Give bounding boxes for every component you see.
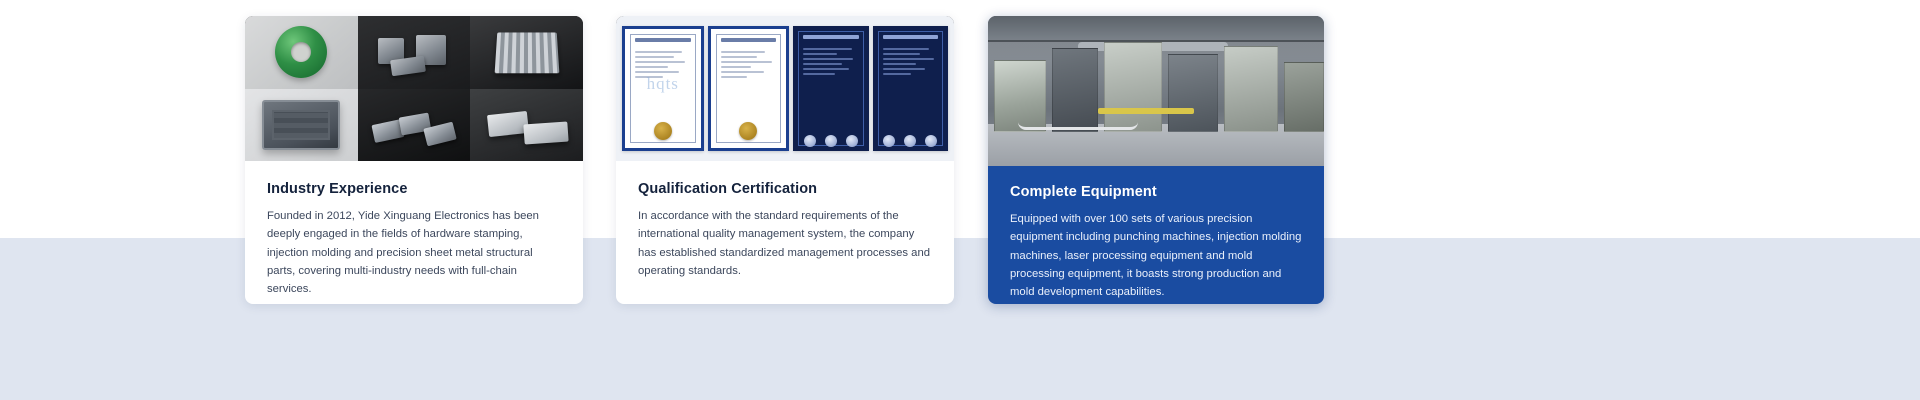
card-title: Complete Equipment (1010, 184, 1157, 200)
toroid-core-icon (275, 26, 327, 78)
product-photo-grid (245, 16, 583, 161)
card-complete-equipment[interactable] (988, 16, 1324, 304)
product-photo-plates (470, 89, 583, 162)
card-description: In accordance with the standard requirements of the international quality management system, the company has established standardized management processes and operating standards. (638, 210, 931, 277)
certificate-watermark: hqts (646, 74, 679, 94)
card-description: Founded in 2012, Yide Xinguang Electronics has been deeply engaged in the fields of hardware stamping, injection molding and precision sheet metal structural parts, covering multi-industry needs with full-chain services. (267, 210, 539, 296)
card-industry-experience[interactable] (245, 16, 583, 304)
certificate-images (616, 16, 954, 161)
enclosure-icon (262, 100, 340, 150)
certificate-image (793, 26, 869, 151)
machine-icon (1168, 54, 1218, 132)
product-photo-enclosure (245, 89, 358, 162)
certificate-image (873, 26, 949, 151)
sheet-metal-plate-icon (524, 122, 569, 145)
certificate-image (622, 26, 704, 151)
product-photo-connectors (358, 89, 471, 162)
product-photo-heatsink (470, 16, 583, 89)
product-photo-metal-parts (358, 16, 471, 89)
machine-icon (1224, 46, 1278, 132)
card-title: Qualification Certification (638, 181, 818, 197)
metal-part-icon (391, 56, 427, 77)
card-title: Industry Experience (267, 181, 408, 197)
certificate-seal-icon (739, 122, 757, 140)
certificate-image (708, 26, 790, 151)
certificate-seal-icon (654, 122, 672, 140)
hose-icon (1018, 122, 1138, 130)
product-photo-toroid (245, 16, 358, 89)
factory-workshop-photo (988, 16, 1324, 166)
machine-icon (1052, 48, 1098, 132)
overhead-structure (988, 16, 1324, 42)
machine-icon (1284, 62, 1324, 132)
card-description: Equipped with over 100 sets of various precision equipment including punching machines, injection molding machines, laser processing equipment and mold processing equipment, it boasts strong production and mold development capabilities. (1010, 213, 1302, 299)
heatsink-icon (494, 33, 559, 74)
machine-icon (1104, 42, 1162, 132)
material-rack (1098, 108, 1194, 114)
card-qualification-certification[interactable] (616, 16, 954, 304)
